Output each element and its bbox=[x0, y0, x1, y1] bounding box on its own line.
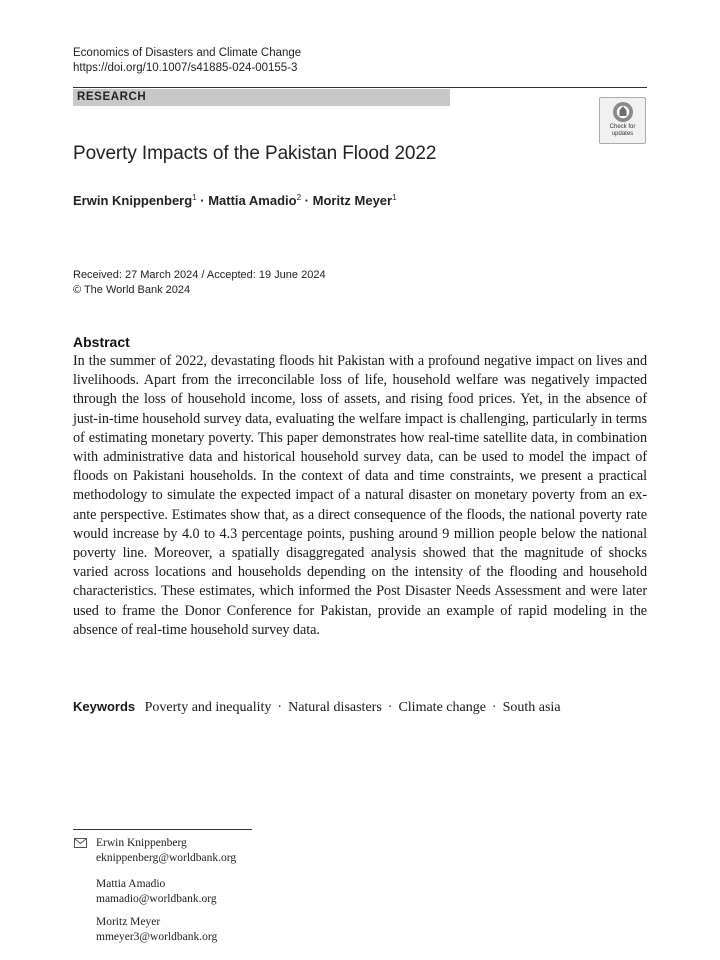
contact-name: Mattia Amadio bbox=[96, 878, 166, 890]
author-name[interactable]: Mattia Amadio bbox=[208, 193, 297, 208]
paper-title: Poverty Impacts of the Pakistan Flood 2022 bbox=[73, 143, 437, 164]
affiliation-marker: 1 bbox=[192, 193, 197, 202]
doi-link[interactable]: https://doi.org/10.1007/s41885-024-00155-3 bbox=[73, 62, 298, 74]
contact-email[interactable]: mamadio@worldbank.org bbox=[96, 892, 217, 905]
affiliation-marker: 2 bbox=[296, 193, 302, 202]
abstract-body: In the summer of 2022, devastating floods hit Pakistan with a profound negative impact on lives and livelihoods. Apart from the irreconcilable loss of life, household welfare was negatively impacted through the loss of household income, loss of assets, and rising food prices. Yet, in the absence of just-in-time household survey data, evaluating the welfare impact is challenging, particularly in terms of estimating monetary poverty. This paper demonstrates how real-time satellite data, in combination with administrative data and historical household survey data, can be used to model the impact of floods on Pakistani households. In the context of data and time constraints, we present a practical methodology to simulate the expected impact of a natural disaster on monetary poverty from an ex-ante perspective. Estimates show that, as a direct consequence of the floods, the national poverty rate would increase by 4.0 to 4.3 percentage points, pushing around 9 million people below the national poverty line. Moreover, a spatially disaggregated analysis showed that the magnitude of shocks varied across locations and households depending on the intensity of the flooding and household characteristics. These estimates, which informed the Post Disaster Needs Assessment and were later used to frame the Donor Conference for Pakistan, provide an example of rapid modeling in the absence of real-time household survey data. bbox=[73, 353, 647, 638]
author-list bbox=[73, 193, 397, 208]
keyword-separator: · bbox=[387, 700, 393, 715]
journal-name: Economics of Disasters and Climate Change bbox=[73, 47, 302, 59]
section-label: RESEARCH bbox=[73, 89, 450, 106]
author-separator: · bbox=[200, 193, 205, 208]
author-contact bbox=[96, 877, 217, 906]
keyword-separator: · bbox=[491, 700, 497, 715]
keyword: South asia bbox=[502, 700, 561, 715]
author-name[interactable]: Moritz Meyer bbox=[312, 193, 393, 208]
keywords-label: Keywords bbox=[73, 699, 136, 714]
keyword: Poverty and inequality bbox=[144, 700, 272, 715]
journal-header bbox=[73, 46, 301, 76]
author-contact bbox=[96, 915, 217, 944]
keyword: Natural disasters bbox=[288, 700, 382, 715]
header-divider bbox=[73, 87, 647, 88]
received-accepted-dates: Received: 27 March 2024 / Accepted: 19 June 2024 bbox=[73, 269, 326, 281]
affiliation-marker: 1 bbox=[392, 193, 397, 202]
check-for-updates-badge[interactable] bbox=[599, 97, 646, 144]
keyword-separator: · bbox=[277, 700, 283, 715]
keyword: Climate change bbox=[398, 700, 486, 715]
envelope-icon bbox=[74, 838, 87, 848]
contact-email[interactable]: mmeyer3@worldbank.org bbox=[96, 930, 218, 943]
contact-name: Moritz Meyer bbox=[96, 916, 161, 928]
copyright-notice: © The World Bank 2024 bbox=[73, 284, 191, 296]
author-separator: · bbox=[304, 193, 309, 208]
contact-name: Erwin Knippenberg bbox=[96, 837, 187, 849]
corresponding-author-contact bbox=[96, 836, 236, 865]
check-updates-text: Check for updates bbox=[609, 124, 636, 137]
article-dates bbox=[73, 268, 326, 298]
check-updates-icon bbox=[612, 101, 634, 123]
footnote-divider bbox=[73, 829, 252, 830]
contact-email[interactable]: eknippenberg@worldbank.org bbox=[96, 851, 237, 864]
author-name[interactable]: Erwin Knippenberg bbox=[73, 193, 193, 208]
abstract-heading: Abstract bbox=[73, 334, 130, 350]
keywords-line bbox=[73, 699, 561, 716]
